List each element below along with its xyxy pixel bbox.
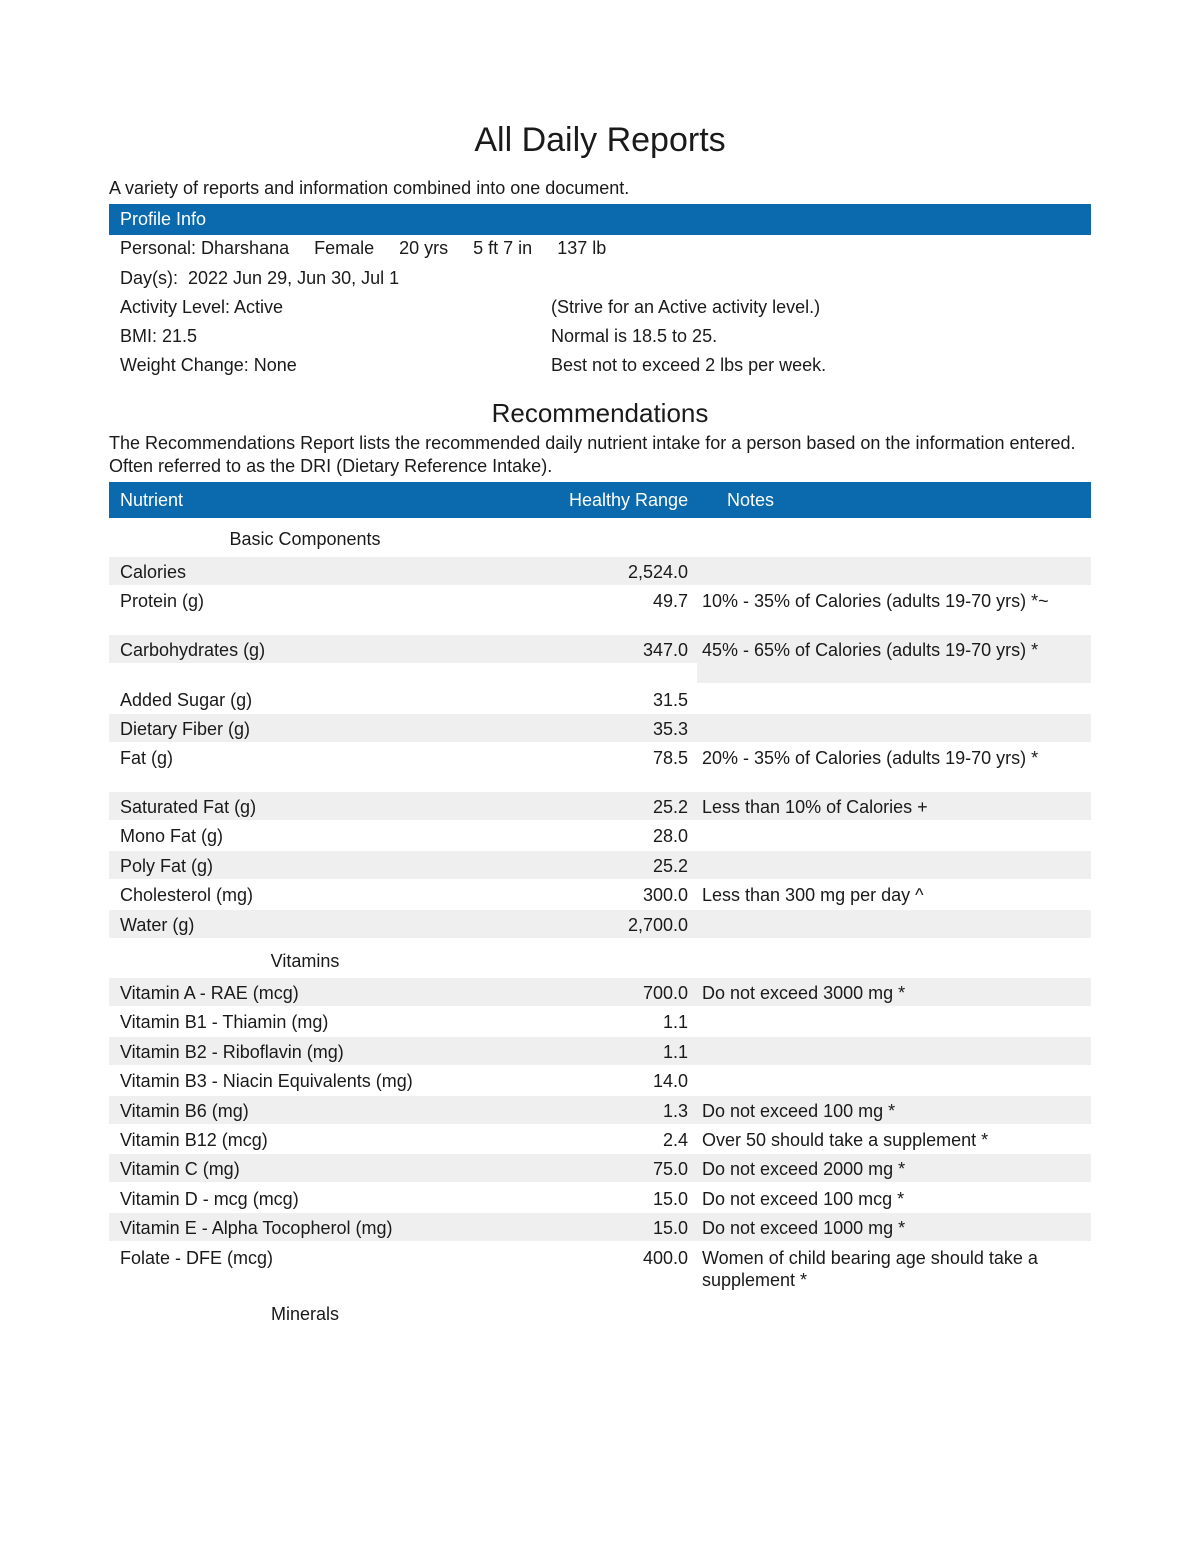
nutrient-value: 31.5 [652,690,688,710]
nutrient-value: 300.0 [642,885,688,905]
nutrient-value: 35.3 [652,719,688,739]
page-title: All Daily Reports [474,121,726,159]
column-healthy-range: Healthy Range [569,490,689,510]
table-row [109,1154,1091,1182]
group-vitamins: Vitamins [270,951,340,971]
table-row [109,1066,1091,1094]
nutrient-name: Added Sugar (g) [120,690,253,710]
nutrient-note: Do not exceed 2000 mg * [702,1159,906,1179]
nutrient-note: Do not exceed 1000 mg * [702,1218,906,1238]
profile-info-label: Profile Info [120,209,207,229]
table-row [109,1125,1091,1153]
nutrient-name: Water (g) [120,915,195,935]
nutrient-value: 700.0 [642,983,688,1003]
nutrient-note: Over 50 should take a supplement * [702,1130,989,1150]
profile-weight-change: Weight Change: None [120,355,297,375]
table-row-spacer [109,663,1091,683]
nutrient-note: Do not exceed 3000 mg * [702,983,906,1003]
profile-activity-note: (Strive for an Active activity level.) [551,297,821,317]
nutrient-value: 1.3 [662,1101,688,1121]
table-row [109,792,1091,820]
nutrient-value: 400.0 [642,1248,688,1268]
table-row [109,1213,1091,1241]
page-subtitle: A variety of reports and information combined into one document. [109,178,630,198]
column-notes: Notes [727,490,775,510]
nutrient-name: Vitamin B12 (mcg) [120,1130,268,1150]
nutrient-name: Vitamin B2 - Riboflavin (mg) [120,1042,344,1062]
nutrient-name: Poly Fat (g) [120,856,214,876]
nutrient-note: 45% - 65% of Calories (adults 19-70 yrs) * [702,640,1039,660]
table-row [109,557,1091,585]
note-cell-shade [697,663,1091,683]
group-minerals: Minerals [270,1304,340,1324]
nutrient-name: Dietary Fiber (g) [120,719,251,739]
table-row [109,851,1091,879]
nutrient-value: 14.0 [652,1071,688,1091]
nutrient-value: 75.0 [652,1159,688,1179]
nutrient-note: Women of child bearing age should take a supplement * [702,1248,1038,1290]
nutrient-value: 2,524.0 [627,562,688,582]
nutrient-value: 15.0 [652,1189,688,1209]
nutrient-name: Vitamin C (mg) [120,1159,240,1179]
nutrient-name: Vitamin B3 - Niacin Equivalents (mg) [120,1071,413,1091]
table-row [109,1243,1091,1293]
nutrient-note: Do not exceed 100 mg * [702,1101,896,1121]
nutrient-name: Vitamin B6 (mg) [120,1101,249,1121]
nutrient-note: 10% - 35% of Calories (adults 19-70 yrs) *~ [702,591,1049,611]
profile-personal: Personal: Dharshana Female 20 yrs 5 ft 7 in 137 lb [120,238,607,258]
table-row [109,1037,1091,1065]
nutrient-name: Saturated Fat (g) [120,797,257,817]
table-row [109,1184,1091,1212]
nutrient-value: 347.0 [642,640,688,660]
group-basic-components: Basic Components [229,529,381,549]
nutrient-note: Less than 10% of Calories + [702,797,928,817]
profile-weight-note: Best not to exceed 2 lbs per week. [551,355,827,375]
table-row [109,978,1091,1006]
nutrient-name: Carbohydrates (g) [120,640,266,660]
nutrient-name: Vitamin A - RAE (mcg) [120,983,299,1003]
nutrient-name: Calories [120,562,187,582]
nutrient-name: Protein (g) [120,591,205,611]
column-nutrient: Nutrient [120,490,184,510]
profile-bmi-note: Normal is 18.5 to 25. [551,326,718,346]
table-row [109,821,1091,849]
table-row [109,1007,1091,1035]
table-row [109,635,1091,663]
nutrient-table-header [109,482,1091,518]
nutrient-note: 20% - 35% of Calories (adults 19-70 yrs) * [702,748,1039,768]
profile-days: Day(s): 2022 Jun 29, Jun 30, Jul 1 [120,268,400,288]
nutrient-note: Less than 300 mg per day ^ [702,885,924,905]
table-row [109,685,1091,713]
nutrient-name: Mono Fat (g) [120,826,224,846]
recommendations-intro: The Recommendations Report lists the recommended daily nutrient intake for a person based on the information entered. Often referred to as the DRI (Dietary Reference Intake). [109,433,1076,476]
table-row [109,880,1091,908]
table-row [109,743,1091,791]
nutrient-name: Vitamin D - mcg (mcg) [120,1189,299,1209]
nutrient-value: 25.2 [652,797,688,817]
nutrient-value: 25.2 [652,856,688,876]
nutrient-name: Vitamin B1 - Thiamin (mg) [120,1012,329,1032]
nutrient-name: Folate - DFE (mcg) [120,1248,274,1268]
nutrient-name: Cholesterol (mg) [120,885,254,905]
profile-activity: Activity Level: Active [120,297,284,317]
nutrient-value: 1.1 [662,1042,688,1062]
nutrient-name: Fat (g) [120,748,174,768]
profile-info-bar [109,204,1091,235]
nutrient-value: 2.4 [662,1130,688,1150]
recommendations-title: Recommendations [491,398,709,428]
nutrient-value: 2,700.0 [627,915,688,935]
nutrient-name: Vitamin E - Alpha Tocopherol (mg) [120,1218,393,1238]
table-row [109,1096,1091,1124]
nutrient-note: Do not exceed 100 mcg * [702,1189,905,1209]
nutrient-value: 78.5 [652,748,688,768]
nutrient-value: 49.7 [652,591,688,611]
profile-bmi: BMI: 21.5 [120,326,198,346]
nutrient-value: 1.1 [662,1012,688,1032]
nutrient-value: 15.0 [652,1218,688,1238]
table-row [109,586,1091,634]
nutrient-value: 28.0 [652,826,688,846]
table-row [109,714,1091,742]
table-row [109,910,1091,938]
